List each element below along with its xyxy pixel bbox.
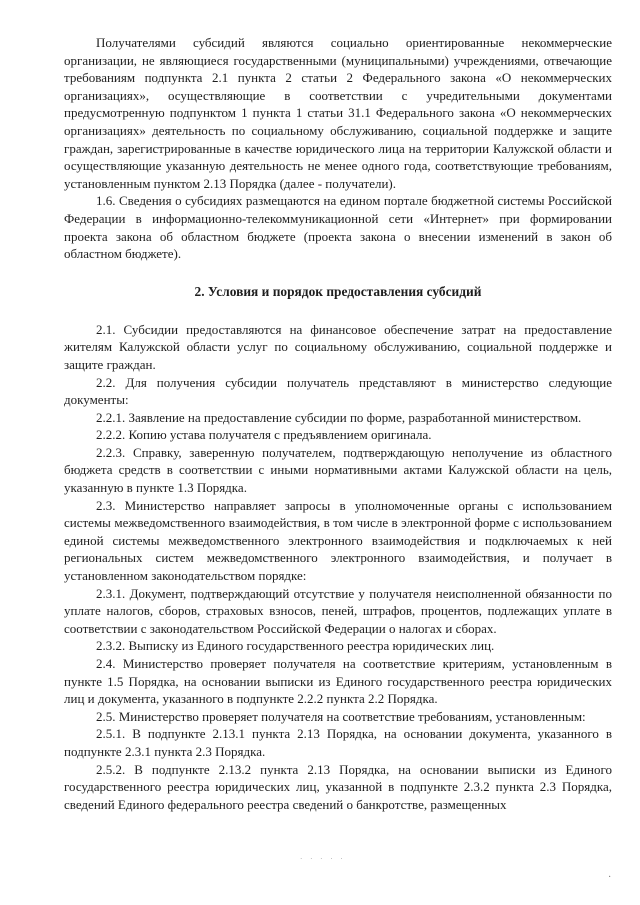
paragraph-2-5: 2.5. Министерство проверяет получателя на соответствие требованиям, установленным: (96, 708, 586, 724)
paragraph-2-5-2: 2.5.2. В подпункте 2.13.2 пункта 2.13 Порядка, на основании выписки из Единого государственного реестра юридических лиц, указанной в подпункте 2.3.2 пункта 2.3 Порядка, сведений Единого федерального реестра сведений о банкротстве, размещенных (64, 761, 612, 812)
paragraph-2-3-1: 2.3.1. Документ, подтверждающий отсутствие у получателя неисполненной обязанности по уплате налогов, сборов, страховых взносов, пеней, штрафов, процентов, подлежащих уплате в соответствии с законодательством Российской Федерации о налогах и сборах. (64, 585, 612, 636)
document-page (64, 34, 612, 813)
paragraph-2-3: 2.3. Министерство направляет запросы в уполномоченные органы с использованием системы межведомственного взаимодействия, в том числе в электронной форме с использованием единой системы межведомственного электронного взаимодействия и подключаемых к ней региональных систем межведомственного электронного взаимодействия, и получает в установленном законодательством порядке: (64, 497, 612, 584)
spacer (64, 301, 612, 321)
paragraph-2-2: 2.2. Для получения субсидии получатель представляют в министерство следующие документы: (64, 374, 612, 408)
paragraph-2-5-1: 2.5.1. В подпункте 2.13.1 пункта 2.13 Порядка, на основании документа, указанного в подпункте 2.3.1 пункта 2.3 Порядка. (64, 726, 612, 759)
section-title: 2. Условия и порядок предоставления субсидий (194, 283, 482, 299)
scan-artifact: · · · · · (300, 855, 346, 863)
spacer (64, 263, 612, 283)
paragraph-recipients: Получателями субсидий являются социально ориентированные некоммерческие организации, не являющиеся государственными (муниципальными) учреждениями, отвечающие требованиям подпункта 2.1 пункта 2 статьи 2 Федерального закона «О некоммерческих организациях», осуществляющие в соответствии с учредительными документами предусмотренную подпунктом 1 пункта 1 статьи 31.1 Федерального закона «О некоммерческих организациях» деятельность по социальному обслуживанию, социальной поддержке и защите граждан, зарегистрированные в качестве юридического лица на территории Калужской области и осуществляющие указанную деятельность не менее одного года, соответствующие требованиям, установленным пунктом 2.13 Порядка (далее - получатели). (64, 35, 612, 191)
paragraph-2-4: 2.4. Министерство проверяет получателя на соответствие критериям, установленным в пункте 1.5 Порядка, на основании выписки из Единого государственного реестра юридических лиц и документа, указанного в подпункте 2.2.2 пункта 2.2 Порядка. (64, 656, 612, 707)
paragraph-2-1: 2.1. Субсидии предоставляются на финансовое обеспечение затрат на предоставление жителям Калужской области услуг по социальному обслуживанию, социальной поддержке и защите граждан. (64, 321, 612, 372)
paragraph-1-6: 1.6. Сведения о субсидиях размещаются на едином портале бюджетной системы Российской Федерации в информационно-телекоммуникационной сети «Интернет» при формировании проекта закона об областном бюджете (проекта закона о внесении изменений в закон об областном бюджете). (64, 193, 612, 262)
scan-artifact: · (608, 872, 612, 883)
paragraph-2-2-1: 2.2.1. Заявление на предоставление субсидии по форме, разработанной министерством. (96, 409, 582, 425)
paragraph-2-2-3: 2.2.3. Справку, заверенную получателем, подтверждающую неполучение из областного бюджета средств в соответствии с иными нормативными актами Калужской области на цель, указанную в пункте 1.3 Порядка. (64, 444, 612, 496)
paragraph-2-2-2: 2.2.2. Копию устава получателя с предъявлением оригинала. (96, 427, 432, 443)
paragraph-2-3-2: 2.3.2. Выписку из Единого государственного реестра юридических лиц. (96, 638, 495, 654)
